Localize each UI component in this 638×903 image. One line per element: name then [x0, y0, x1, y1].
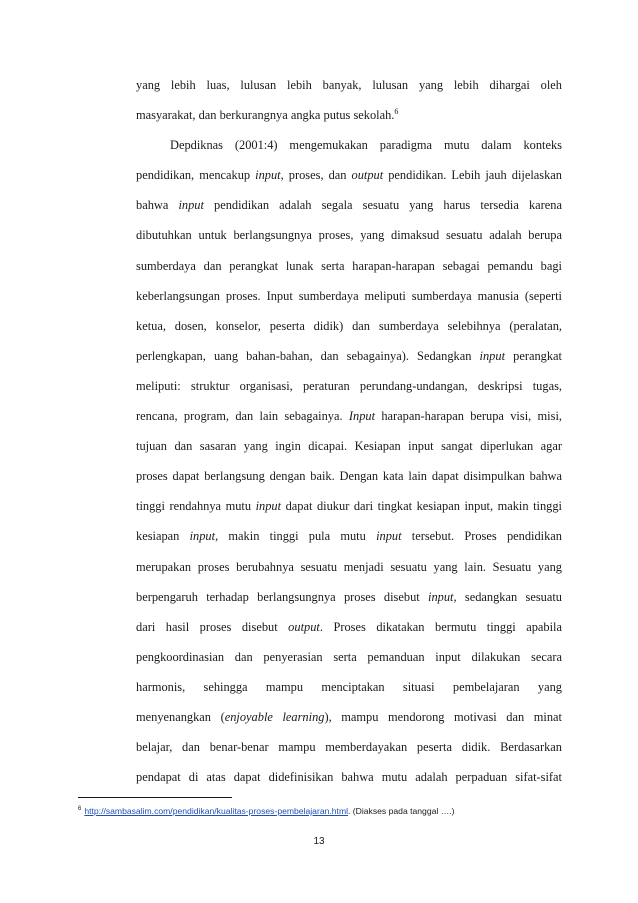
- text-segment: sumberdaya dan perangkat lunak serta harapan-harapan sebagai pemandu bagi: [136, 258, 562, 273]
- footnote-link[interactable]: http://sambasalim.com/pendidikan/kualitas-proses-pembelajaran.html: [84, 806, 349, 816]
- page-number: 13: [313, 836, 325, 847]
- text-segment: harmonis, sehingga mampu menciptakan situasi pembelajaran yang: [136, 679, 562, 694]
- text-line: [136, 431, 562, 461]
- text-line: [136, 642, 562, 672]
- text-segment: tujuan dan sasaran yang ingin dicapai. Kesiapan input sangat diperlukan agar: [136, 439, 562, 454]
- text-line: [136, 582, 562, 612]
- italic-term: input: [255, 168, 281, 183]
- italic-term: input: [479, 348, 506, 363]
- text-line: [136, 732, 562, 762]
- text-line: [136, 160, 562, 190]
- text-line: [136, 130, 562, 160]
- text-line: [136, 612, 562, 642]
- text-line: [136, 461, 562, 491]
- text-segment: bahwa: [136, 198, 179, 213]
- text-segment: , proses, dan: [280, 168, 352, 183]
- italic-term: input: [189, 529, 216, 544]
- text-segment: yang lebih luas, lulusan lebih banyak, lulusan yang lebih dihargai oleh: [136, 78, 562, 92]
- italic-term: input: [376, 529, 402, 544]
- footnote-reference[interactable]: 6: [394, 106, 399, 116]
- footnote-separator: [78, 797, 232, 798]
- text-line: [136, 702, 562, 732]
- text-line: [136, 341, 562, 371]
- italic-term: input: [178, 198, 204, 213]
- italic-term: output: [351, 168, 384, 183]
- text-line: [136, 70, 562, 100]
- text-segment: , makin tinggi pula mutu: [215, 529, 377, 544]
- text-segment: meliputi: struktur organisasi, peraturan perundang-undangan, deskripsi tugas,: [136, 378, 562, 393]
- text-segment: pendidikan, mencakup: [136, 168, 256, 183]
- text-segment: merupakan proses berubahnya sesuatu menjadi sesuatu yang lain. Sesuatu yang: [136, 559, 562, 574]
- text-line: [136, 251, 562, 281]
- italic-term: input: [428, 589, 454, 604]
- body-text: [136, 70, 562, 792]
- text-segment: tersebut. Proses pendidikan: [401, 529, 562, 544]
- text-segment: perangkat: [505, 348, 562, 363]
- text-line: [136, 521, 562, 551]
- text-segment: dari hasil proses disebut: [136, 619, 289, 634]
- footnote-suffix: . (Diakses pada tanggal ….): [348, 806, 455, 816]
- text-line: [136, 190, 562, 220]
- text-segment: pendidikan. Lebih jauh dijelaskan: [383, 168, 562, 183]
- text-line: [136, 762, 562, 792]
- italic-term: input: [255, 499, 282, 514]
- text-segment: harapan-harapan berupa visi, misi,: [375, 409, 562, 424]
- italic-term: output: [288, 619, 320, 634]
- footnote-number: 6: [78, 806, 82, 813]
- text-segment: berpengaruh terhadap berlangsungnya proses disebut: [136, 589, 429, 604]
- text-segment: . Proses dikatakan bermutu tinggi apabila: [319, 619, 562, 634]
- text-segment: pendidikan adalah segala sesuatu yang harus tersedia karena: [203, 198, 562, 213]
- text-line: [136, 552, 562, 582]
- text-segment: proses dapat berlangsung dengan baik. Dengan kata lain dapat disimpulkan bahwa: [136, 469, 562, 484]
- text-line: [136, 220, 562, 250]
- text-segment: dibutuhkan untuk berlangsungnya proses, yang dimaksud sesuatu adalah berupa: [136, 228, 562, 243]
- text-line: [136, 311, 562, 341]
- text-line: [136, 401, 562, 431]
- italic-term: Input: [348, 409, 376, 424]
- text-line: [136, 491, 562, 521]
- text-line: [136, 371, 562, 401]
- text-segment: menyenangkan (: [136, 709, 225, 724]
- text-segment: belajar, dan benar-benar mampu memberdayakan peserta didik. Berdasarkan: [136, 740, 562, 755]
- text-segment: Depdiknas (2001:4) mengemukakan paradigma mutu dalam konteks: [170, 138, 562, 153]
- text-segment: keberlangsungan proses. Input sumberdaya meliputi sumberdaya manusia (seperti: [136, 288, 562, 303]
- text-line: [136, 281, 562, 311]
- text-segment: tinggi rendahnya mutu: [136, 499, 256, 514]
- text-line: [136, 672, 562, 702]
- footnote: [78, 806, 455, 816]
- text-segment: pengkoordinasian dan penyerasian serta pemanduan input dilakukan secara: [136, 649, 562, 664]
- text-line: [136, 100, 562, 130]
- text-segment: ), mampu mendorong motivasi dan minat: [324, 709, 562, 724]
- text-segment: ketua, dosen, konselor, peserta didik) dan sumberdaya selebihnya (peralatan,: [136, 318, 562, 333]
- text-segment: rencana, program, dan lain sebagainya.: [136, 409, 349, 424]
- text-segment: dapat diukur dari tingkat kesiapan input, makin tinggi: [281, 499, 562, 514]
- italic-term: enjoyable learning: [224, 709, 325, 724]
- text-segment: perlengkapan, uang bahan-bahan, dan sebagainya). Sedangkan: [136, 348, 480, 363]
- text-segment: , sedangkan sesuatu: [453, 589, 562, 604]
- text-segment: masyarakat, dan berkurangnya angka putus sekolah.: [136, 108, 395, 123]
- text-segment: kesiapan: [136, 529, 190, 544]
- text-segment: pendapat di atas dapat didefinisikan bahwa mutu adalah perpaduan sifat-sifat: [136, 770, 562, 785]
